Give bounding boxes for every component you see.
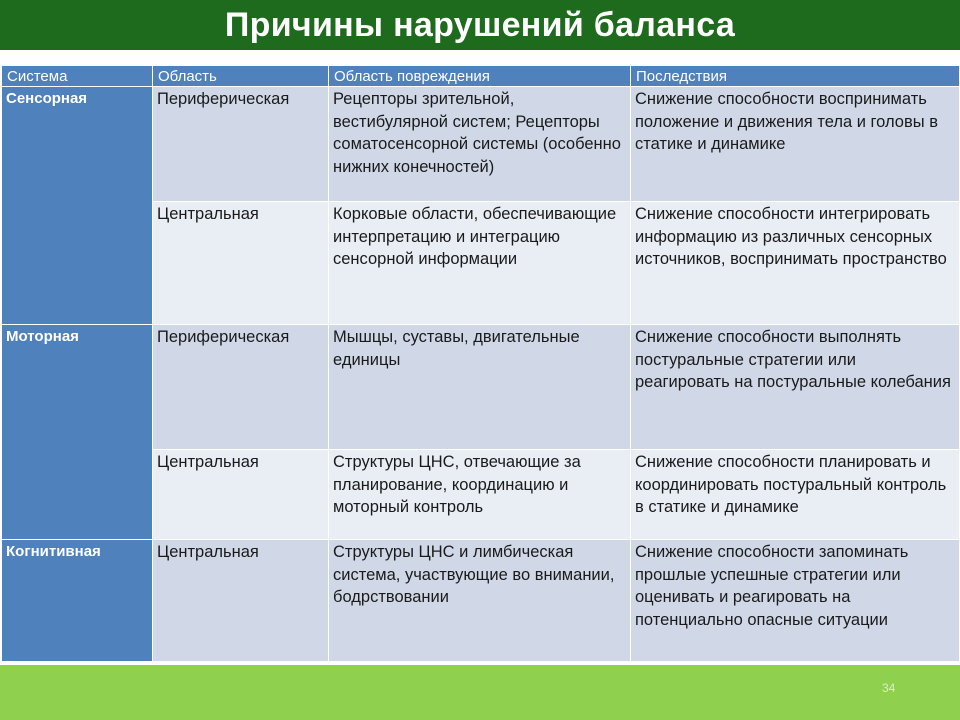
consequence-cell: Снижение способности выполнять постуральные стратегии или реагировать на постуральные колебания xyxy=(631,325,960,450)
system-cell-cognitive: Когнитивная xyxy=(2,540,153,662)
table-container xyxy=(0,63,960,665)
area-cell: Периферическая xyxy=(153,87,329,202)
table-row xyxy=(2,87,960,202)
slide-title: Причины нарушений баланса xyxy=(224,6,736,44)
damage-cell: Корковые области, обеспечивающие интерпретацию и интеграцию сенсорной информации xyxy=(329,202,631,325)
damage-cell: Рецепторы зрительной, вестибулярной систем; Рецепторы соматосенсорной системы (особенно нижних конечностей) xyxy=(329,87,631,202)
consequence-cell: Снижение способности запоминать прошлые успешные стратегии или оценивать и реагировать на потенциально опасные ситуации xyxy=(631,540,960,662)
title-gap xyxy=(0,50,960,63)
consequence-cell: Снижение способности интегрировать информацию из различных сенсорных источников, воспринимать пространство xyxy=(631,202,960,325)
system-cell-motor: Моторная xyxy=(2,325,153,540)
header-system: Система xyxy=(2,66,153,87)
damage-cell: Структуры ЦНС, отвечающие за планирование, координацию и моторный контроль xyxy=(329,450,631,540)
table-row xyxy=(2,540,960,662)
area-cell: Периферическая xyxy=(153,325,329,450)
table-header-row xyxy=(2,66,960,87)
balance-causes-table xyxy=(1,65,960,662)
area-cell: Центральная xyxy=(153,450,329,540)
consequence-cell: Снижение способности планировать и координировать постуральный контроль в статике и динамике xyxy=(631,450,960,540)
system-cell-sensory: Сенсорная xyxy=(2,87,153,325)
header-damage-area: Область повреждения xyxy=(329,66,631,87)
header-area: Область xyxy=(153,66,329,87)
area-cell: Центральная xyxy=(153,202,329,325)
damage-cell: Структуры ЦНС и лимбическая система, участвующие во внимании, бодрствовании xyxy=(329,540,631,662)
header-consequences: Последствия xyxy=(631,66,960,87)
consequence-cell: Снижение способности воспринимать положение и движения тела и головы в статике и динамике xyxy=(631,87,960,202)
slide-number: 34 xyxy=(882,681,896,695)
area-cell: Центральная xyxy=(153,540,329,662)
damage-cell: Мышцы, суставы, двигательные единицы xyxy=(329,325,631,450)
table-row xyxy=(2,325,960,450)
